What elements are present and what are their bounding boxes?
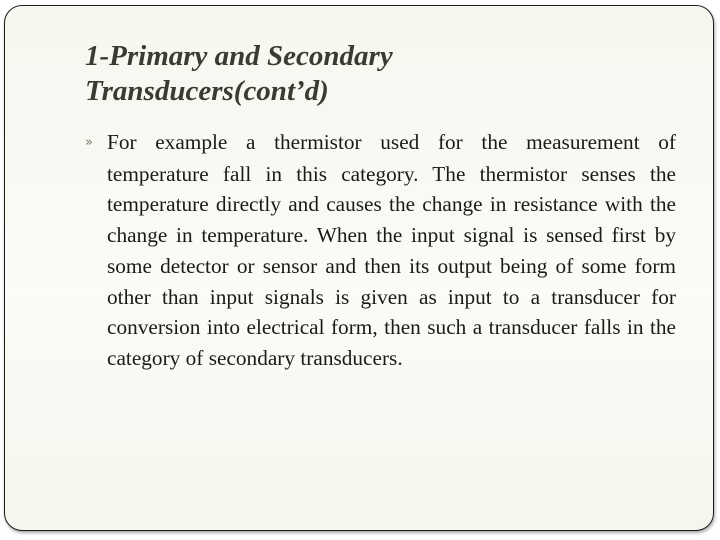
- slide-title-line-2: Transducers(cont’d): [85, 75, 329, 107]
- slide-title: [85, 39, 645, 109]
- bullet-text: For example a thermistor used for the measurement of temperature fall in this category. The thermistor senses the temperature directly and causes the change in resistance with the change in temperature. When the input signal is sensed first by some detector or sensor and then its output being of some form other than input signals is given as input to a transducer for conversion into electrical form, then such a transducer falls in the category of secondary transducers.: [107, 130, 676, 370]
- slide-title-line-1: 1-Primary and Secondary: [85, 40, 393, 72]
- slide-body: [85, 127, 676, 374]
- double-chevron-bullet-icon: »: [85, 135, 93, 150]
- bullet-item: [85, 127, 676, 374]
- slide: [4, 5, 714, 531]
